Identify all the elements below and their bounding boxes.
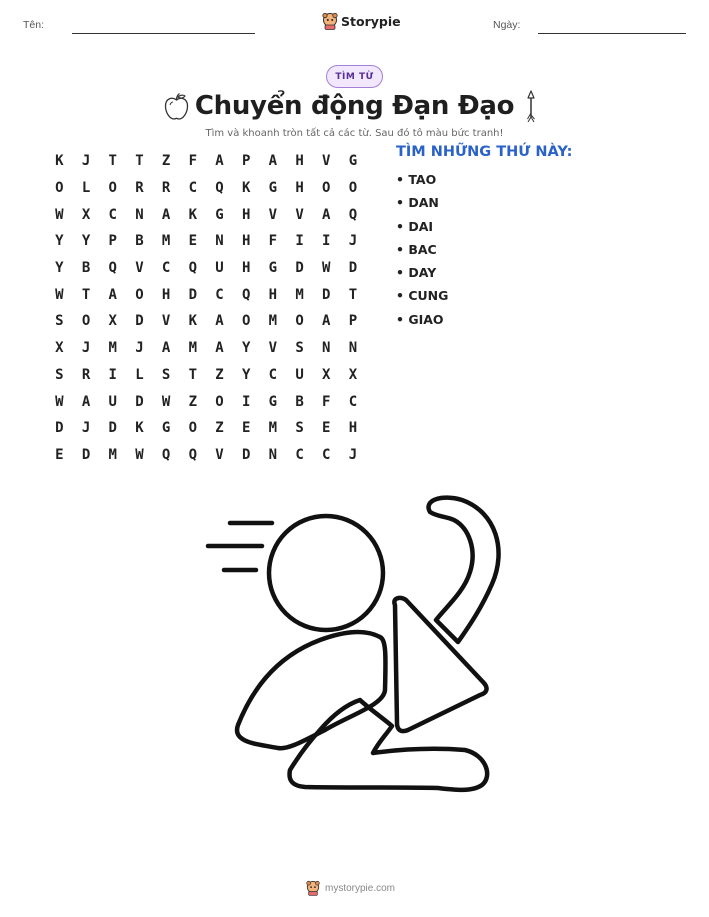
grid-letter[interactable]: A xyxy=(268,153,278,170)
grid-letter[interactable]: C xyxy=(108,206,117,223)
word-item: • DAN xyxy=(396,195,439,211)
grid-letter[interactable]: O xyxy=(241,313,251,330)
grid-letter[interactable]: Q xyxy=(108,260,117,277)
grid-letter[interactable]: O xyxy=(215,393,224,410)
grid-letter[interactable]: D xyxy=(295,260,304,277)
leg-shape xyxy=(290,700,488,790)
page-title: Chuyển động Đạn Đạo xyxy=(194,91,515,121)
word-search-grid[interactable] xyxy=(46,148,366,468)
footer xyxy=(306,880,395,896)
grid-letter[interactable]: N xyxy=(322,340,331,357)
grid-letter[interactable]: R xyxy=(135,180,144,197)
grid-letter[interactable]: J xyxy=(348,233,358,250)
grid-letter[interactable]: C xyxy=(322,446,331,463)
grid-letter[interactable]: T xyxy=(135,153,144,170)
grid-letter[interactable]: S xyxy=(55,313,64,330)
grid-letter[interactable]: R xyxy=(81,366,91,383)
grid-letter[interactable]: Z xyxy=(215,420,224,437)
name-label: Tên: xyxy=(23,19,45,31)
grid-letter[interactable]: N xyxy=(348,340,358,357)
grid-letter[interactable]: X xyxy=(55,340,64,357)
grid-letter[interactable]: Y xyxy=(55,260,64,277)
date-label: Ngày: xyxy=(493,19,521,31)
grid-letter[interactable]: H xyxy=(295,180,304,197)
worksheet-type-badge: TÌM TỪ xyxy=(326,65,383,88)
grid-letter[interactable]: K xyxy=(241,180,251,197)
arm-curve xyxy=(429,498,499,642)
grid-letter[interactable]: T xyxy=(348,286,358,303)
word-list-title: TÌM NHỮNG THỨ NÀY: xyxy=(396,144,573,160)
grid-letter[interactable]: D xyxy=(322,286,331,303)
grid-letter[interactable]: N xyxy=(215,233,224,250)
grid-letter[interactable]: C xyxy=(348,393,358,410)
grid-letter[interactable]: K xyxy=(55,153,64,170)
grid-letter[interactable]: J xyxy=(348,446,358,463)
grid-letter[interactable]: E xyxy=(55,446,64,463)
grid-letter[interactable]: Z xyxy=(161,153,171,170)
grid-letter[interactable]: A xyxy=(161,206,171,223)
grid-letter[interactable]: E xyxy=(188,233,197,250)
grid-letter[interactable]: J xyxy=(135,340,144,357)
grid-letter[interactable]: B xyxy=(135,233,144,250)
grid-letter[interactable]: Q xyxy=(348,206,358,223)
grid-letter[interactable]: K xyxy=(188,206,197,223)
grid-letter[interactable]: M xyxy=(295,286,304,303)
grid-letter[interactable]: O xyxy=(135,286,144,303)
grid-letter[interactable]: O xyxy=(55,180,64,197)
grid-letter[interactable]: W xyxy=(55,393,64,410)
grid-letter[interactable]: M xyxy=(108,446,117,463)
grid-letter[interactable]: A xyxy=(322,206,331,223)
grid-letter[interactable]: E xyxy=(241,420,251,437)
grid-letter[interactable]: Q xyxy=(215,180,224,197)
grid-letter[interactable]: W xyxy=(161,393,171,410)
grid-letter[interactable]: D xyxy=(135,313,144,330)
grid-letter[interactable]: F xyxy=(268,233,278,250)
word-item: • BAC xyxy=(396,241,437,257)
grid-letter[interactable]: A xyxy=(215,313,224,330)
grid-letter[interactable]: P xyxy=(241,153,251,170)
word-item: • DAI xyxy=(396,218,434,234)
storypie-mascot-icon xyxy=(322,12,338,30)
grid-letter[interactable]: I xyxy=(108,366,117,383)
running-figure-illustration[interactable] xyxy=(180,480,525,810)
storypie-logo xyxy=(322,12,401,30)
grid-letter[interactable]: B xyxy=(81,260,91,277)
grid-letter[interactable]: T xyxy=(108,153,117,170)
grid-letter[interactable]: D xyxy=(348,260,358,277)
word-list xyxy=(396,170,448,333)
grid-letter[interactable]: V xyxy=(135,260,144,277)
grid-letter[interactable]: V xyxy=(268,340,278,357)
grid-letter[interactable]: H xyxy=(241,206,251,223)
grid-letter[interactable]: H xyxy=(241,233,251,250)
instructions: Tìm và khoanh tròn tất cả các từ. Sau đó tô màu bức tranh! xyxy=(205,128,504,139)
grid-letter[interactable]: V xyxy=(215,446,224,463)
grid-letter[interactable]: Z xyxy=(188,393,197,410)
grid-letter[interactable]: S xyxy=(161,366,171,383)
grid-letter[interactable]: K xyxy=(188,313,197,330)
grid-letter[interactable]: H xyxy=(295,153,304,170)
grid-letter[interactable]: U xyxy=(295,366,304,383)
grid-letter[interactable]: G xyxy=(348,153,358,170)
grid-letter[interactable]: Y xyxy=(55,233,64,250)
grid-letter[interactable]: A xyxy=(215,340,224,357)
torso-shape xyxy=(237,632,385,748)
grid-letter[interactable]: Z xyxy=(215,366,224,383)
grid-letter[interactable]: G xyxy=(215,206,224,223)
grid-letter[interactable]: V xyxy=(295,206,304,223)
grid-letter[interactable]: O xyxy=(322,180,331,197)
grid-letter[interactable]: I xyxy=(295,233,304,250)
grid-letter[interactable]: A xyxy=(322,313,331,330)
grid-letter[interactable]: J xyxy=(81,420,91,437)
head-shape xyxy=(269,516,383,630)
grid-letter[interactable]: G xyxy=(161,420,171,437)
grid-letter[interactable]: H xyxy=(348,420,358,437)
grid-letter[interactable]: O xyxy=(348,180,358,197)
arrow-icon xyxy=(523,89,539,124)
word-item: • TAO xyxy=(396,172,437,187)
grid-letter[interactable]: C xyxy=(188,180,197,197)
grid-letter[interactable]: O xyxy=(81,313,91,330)
grid-letter[interactable]: H xyxy=(161,286,171,303)
grid-letter[interactable]: I xyxy=(241,393,251,410)
grid-letter[interactable]: X xyxy=(322,366,331,383)
grid-letter[interactable]: F xyxy=(188,153,197,170)
grid-letter[interactable]: Y xyxy=(241,366,251,383)
grid-letter[interactable]: J xyxy=(81,153,91,170)
grid-letter[interactable]: Q xyxy=(188,260,197,277)
word-item: • CUNG xyxy=(396,288,449,304)
grid-letter[interactable]: X xyxy=(108,313,117,330)
grid-letter[interactable]: C xyxy=(215,286,224,303)
grid-letter[interactable]: C xyxy=(268,366,278,383)
grid-letter[interactable]: A xyxy=(161,340,171,357)
grid-letter[interactable]: A xyxy=(81,393,91,410)
grid-letter[interactable]: T xyxy=(81,286,91,303)
name-line[interactable] xyxy=(72,33,255,34)
word-item: • GIAO xyxy=(396,311,444,327)
grid-letter[interactable]: D xyxy=(55,420,64,437)
grid-letter[interactable]: D xyxy=(81,446,91,463)
date-line[interactable] xyxy=(538,33,686,34)
grid-letter[interactable]: E xyxy=(322,420,331,437)
grid-letter[interactable]: X xyxy=(348,366,358,383)
grid-letter[interactable]: Q xyxy=(188,446,197,463)
grid-letter[interactable]: W xyxy=(55,206,64,223)
grid-letter[interactable]: A xyxy=(108,286,117,303)
grid-letter[interactable]: C xyxy=(161,260,171,277)
grid-letter[interactable]: J xyxy=(81,340,91,357)
grid-letter[interactable]: W xyxy=(135,446,144,463)
grid-letter[interactable]: S xyxy=(55,366,64,383)
grid-letter[interactable]: P xyxy=(108,233,117,250)
grid-letter[interactable]: X xyxy=(81,206,91,223)
grid-letter[interactable]: F xyxy=(322,393,331,410)
grid-letter[interactable]: G xyxy=(268,393,278,410)
brand-name: Storypie xyxy=(341,13,401,29)
grid-letter[interactable]: C xyxy=(295,446,304,463)
grid-letter[interactable]: D xyxy=(135,393,144,410)
grid-letter[interactable]: M xyxy=(268,420,278,437)
grid-letter[interactable]: V xyxy=(161,313,171,330)
grid-letter[interactable]: V xyxy=(268,206,278,223)
grid-letter[interactable]: H xyxy=(268,286,278,303)
grid-letter[interactable]: M xyxy=(108,340,117,357)
storypie-mascot-icon xyxy=(306,880,320,896)
grid-letter[interactable]: Y xyxy=(241,340,251,357)
grid-letter[interactable]: Q xyxy=(161,446,171,463)
grid-letter[interactable]: S xyxy=(295,340,304,357)
grid-letter[interactable]: R xyxy=(161,180,171,197)
grid-letter[interactable]: L xyxy=(135,366,144,383)
grid-letter[interactable]: T xyxy=(188,366,197,383)
grid-letter[interactable]: H xyxy=(241,260,251,277)
grid-letter[interactable]: M xyxy=(161,233,171,250)
grid-letter[interactable]: M xyxy=(188,340,197,357)
grid-letter[interactable]: A xyxy=(215,153,224,170)
grid-letter[interactable]: G xyxy=(268,180,278,197)
grid-letter[interactable]: Q xyxy=(241,286,251,303)
grid-letter[interactable]: D xyxy=(241,446,251,463)
footer-url[interactable]: mystorypie.com xyxy=(325,882,396,894)
grid-letter[interactable]: P xyxy=(348,313,358,330)
grid-letter[interactable]: I xyxy=(322,233,331,250)
grid-letter[interactable]: G xyxy=(268,260,278,277)
grid-letter[interactable]: O xyxy=(188,420,197,437)
grid-letter[interactable]: U xyxy=(215,260,224,277)
grid-letter[interactable]: L xyxy=(81,180,91,197)
grid-letter[interactable]: B xyxy=(295,393,304,410)
grid-letter[interactable]: M xyxy=(268,313,278,330)
grid-letter[interactable]: N xyxy=(135,206,144,223)
grid-letter[interactable]: W xyxy=(55,286,64,303)
grid-letter[interactable]: D xyxy=(108,420,117,437)
grid-letter[interactable]: U xyxy=(108,393,117,410)
grid-letter[interactable]: D xyxy=(188,286,197,303)
grid-letter[interactable]: Y xyxy=(81,233,91,250)
grid-letter[interactable]: S xyxy=(295,420,304,437)
grid-letter[interactable]: N xyxy=(268,446,278,463)
grid-letter[interactable]: O xyxy=(295,313,304,330)
grid-letter[interactable]: K xyxy=(135,420,144,437)
grid-letter[interactable]: O xyxy=(108,180,117,197)
grid-letter[interactable]: W xyxy=(322,260,331,277)
grid-letter[interactable]: V xyxy=(322,153,331,170)
word-item: • DAY xyxy=(396,265,437,281)
